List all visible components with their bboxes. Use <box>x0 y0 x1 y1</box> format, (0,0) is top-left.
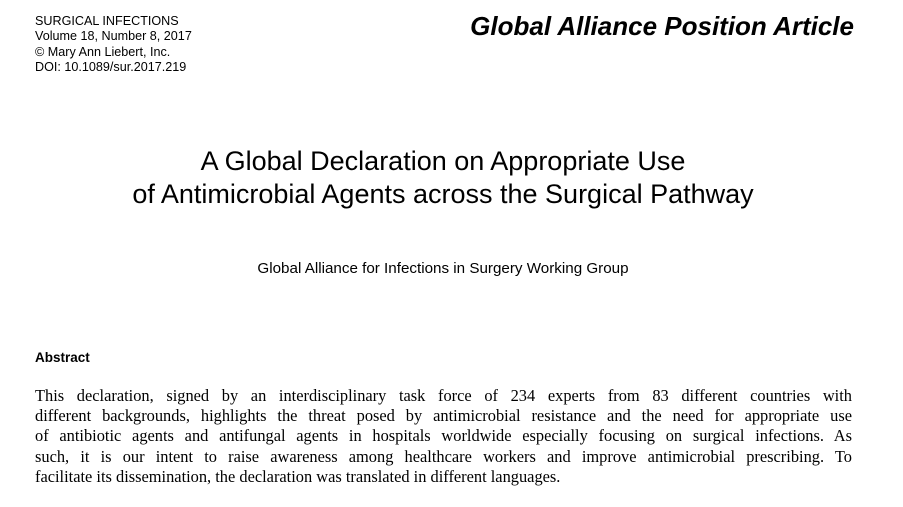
abstract-line: facilitate its dissemination, the declaration was translated in different languages. <box>35 466 561 486</box>
abstract-line: such, it is our intent to raise awareness among healthcare workers and improve antimicrobial prescribing. To <box>35 446 852 466</box>
copyright-notice: © Mary Ann Liebert, Inc. <box>35 44 171 59</box>
author-group: Global Alliance for Infections in Surgery Working Group <box>257 260 629 277</box>
article-type: Global Alliance Position Article <box>470 11 854 41</box>
journal-metadata <box>35 14 192 75</box>
doi: DOI: 10.1089/sur.2017.219 <box>35 59 187 74</box>
abstract-line: of antibiotic agents and antifungal agents in hospitals worldwide especially focusing on surgical infections. As <box>35 426 852 446</box>
article-title-line-1: A Global Declaration on Appropriate Use <box>200 146 686 176</box>
article-title <box>0 145 886 211</box>
abstract-heading: Abstract <box>35 350 90 365</box>
abstract-line: different backgrounds, highlights the threat posed by antimicrobial resistance and the need for appropriate use <box>35 406 852 426</box>
article-title-line-2: of Antimicrobial Agents across the Surgical Pathway <box>132 179 754 209</box>
abstract-line: This declaration, signed by an interdisciplinary task force of 234 experts from 83 different countries with <box>35 386 852 405</box>
journal-volume: Volume 18, Number 8, 2017 <box>35 29 192 44</box>
abstract-body <box>35 386 852 487</box>
journal-name: SURGICAL INFECTIONS <box>35 14 179 28</box>
